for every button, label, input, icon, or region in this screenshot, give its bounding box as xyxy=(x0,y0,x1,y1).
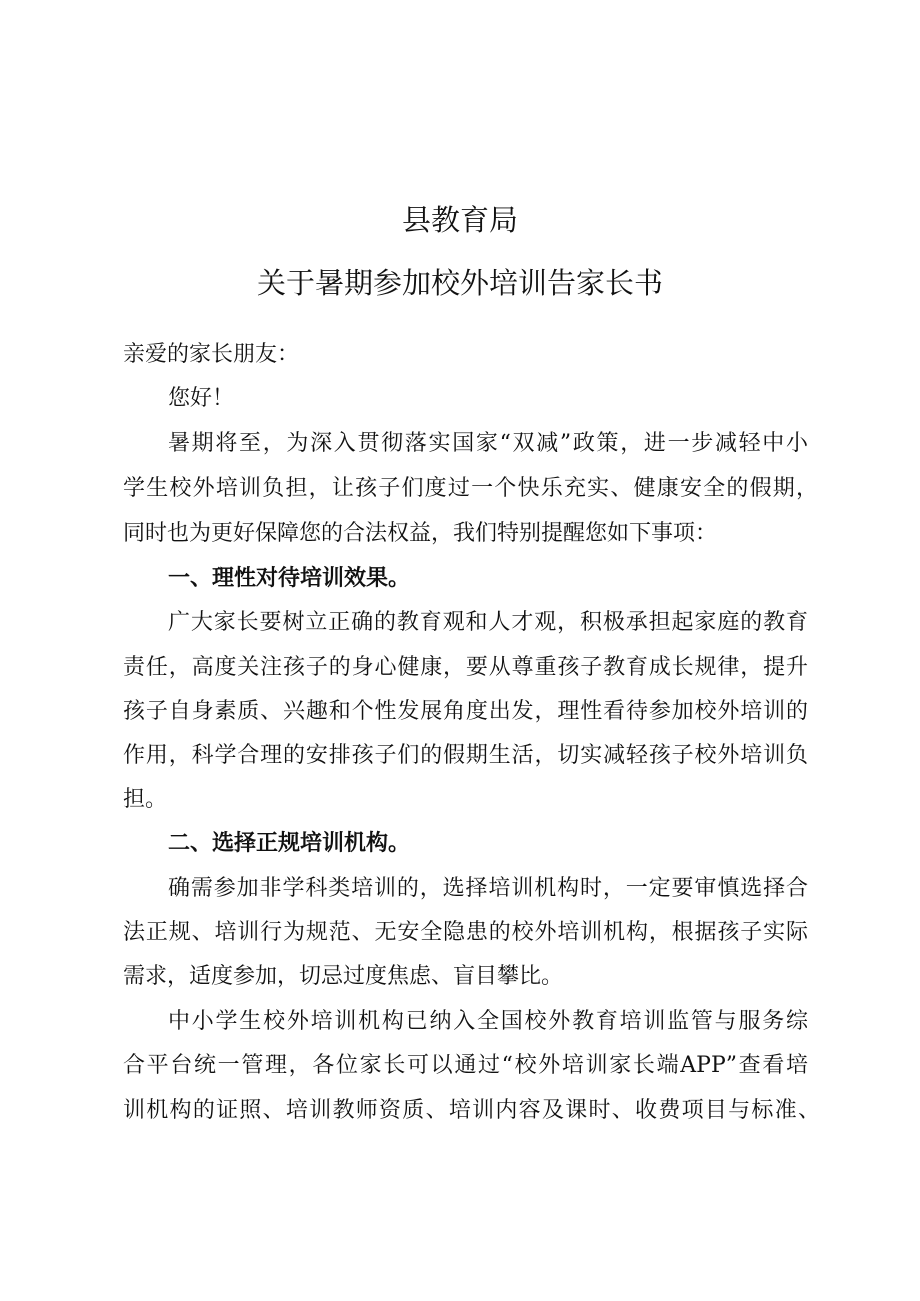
document-title-line-2: 关于暑期参加校外培训告家长书 xyxy=(256,266,663,300)
greeting: 您好！ xyxy=(168,386,235,411)
section-2-line: 中小学生校外培训机构已纳入全国校外教育培训监管与服务综 xyxy=(168,1009,808,1034)
section-1-line: 广大家长要树立正确的教育观和人才观，积极承担起家庭的教育 xyxy=(168,610,808,635)
section-1-line: 孩子自身素质、兴趣和个性发展角度出发，理性看待参加校外培训的 xyxy=(123,699,808,724)
section-1-line: 担。 xyxy=(123,787,168,812)
section-2-line: 确需参加非学科类培训的，选择培训机构时，一定要审慎选择合 xyxy=(168,876,808,901)
section-1-line: 责任，高度关注孩子的身心健康，要从尊重孩子教育成长规律，提升 xyxy=(123,655,808,680)
section-2-line: 训机构的证照、培训教师资质、培训内容及课时、收费项目与标准、 xyxy=(123,1098,820,1123)
section-2-line: 需求，适度参加，切忌过度焦虑、盲目攀比。 xyxy=(123,964,564,989)
section-2-line: 合平台统一管理，各位家长可以通过“校外培训家长端APP”查看培 xyxy=(123,1053,808,1078)
intro-line: 暑期将至，为深入贯彻落实国家“双减”政策，进一步减轻中小 xyxy=(168,431,808,456)
section-1-line: 作用，科学合理的安排孩子们的假期生活，切实减轻孩子校外培训负 xyxy=(123,743,808,768)
intro-line: 学生校外培训负担，让孩子们度过一个快乐充实、健康安全的假期， xyxy=(123,476,818,501)
intro-line: 同时也为更好保障您的合法权益，我们特别提醒您如下事项： xyxy=(123,521,718,546)
salutation: 亲爱的家长朋友： xyxy=(123,342,300,367)
section-2-heading: 二、选择正规培训机构。 xyxy=(168,831,411,856)
section-2-line: 法正规、培训行为规范、无安全隐患的校外培训机构，根据孩子实际 xyxy=(123,920,808,945)
section-1-heading: 一、理性对待培训效果。 xyxy=(168,566,411,591)
document-title-line-1: 县教育局 xyxy=(401,203,518,237)
